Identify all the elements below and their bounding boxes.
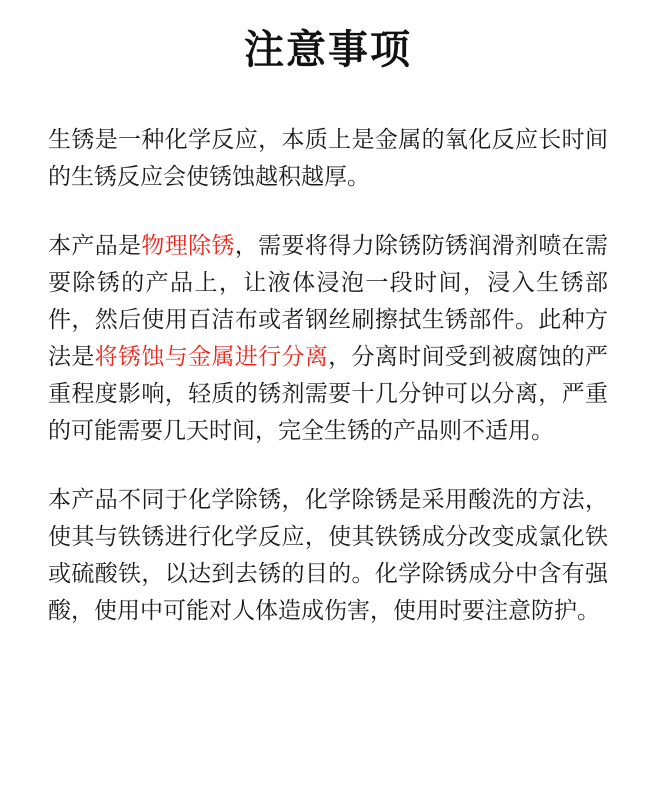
paragraph-text: 本产品不同于化学除锈，化学除锈是采用酸洗的方法，使其与铁锈进行化学反应，使其铁锈成分改变成氯化铁或硫酸铁，以达到去锈的目的。化学除锈成分中含有强酸，使用中可能对人体造成伤害，使用时要注意防护。 — [48, 487, 608, 624]
highlight-physical-rust-removal: 物理除锈 — [141, 233, 235, 259]
paragraph-text-segment: 本产品是 — [48, 233, 142, 259]
page-title: 注意事项 — [244, 27, 412, 73]
paragraph-chemical-rust-removal — [48, 482, 608, 630]
paragraph-text-segment: ，需要将得力除锈防锈润滑剂喷在需要除锈的产品上，让液体浸泡一段时间，浸入生锈部件，然后使用百洁布或者钢丝刷擦拭生锈部件。此种方法是 — [48, 233, 609, 370]
highlight-separate-rust-metal: 将锈蚀与金属进行分离 — [94, 344, 329, 370]
paragraph-physical-rust-removal — [48, 228, 608, 450]
paragraph-text-segment: ，分离时间受到被腐蚀的严重程度影响，轻质的锈剂需要十几分钟可以分离，严重的可能需要几天时间，完全生锈的产品则不适用。 — [48, 344, 609, 444]
paragraph-rust-definition — [48, 122, 608, 196]
paragraph-text: 生锈是一种化学反应，本质上是金属的氧化反应长时间的生锈反应会使锈蚀越积越厚。 — [48, 127, 608, 190]
